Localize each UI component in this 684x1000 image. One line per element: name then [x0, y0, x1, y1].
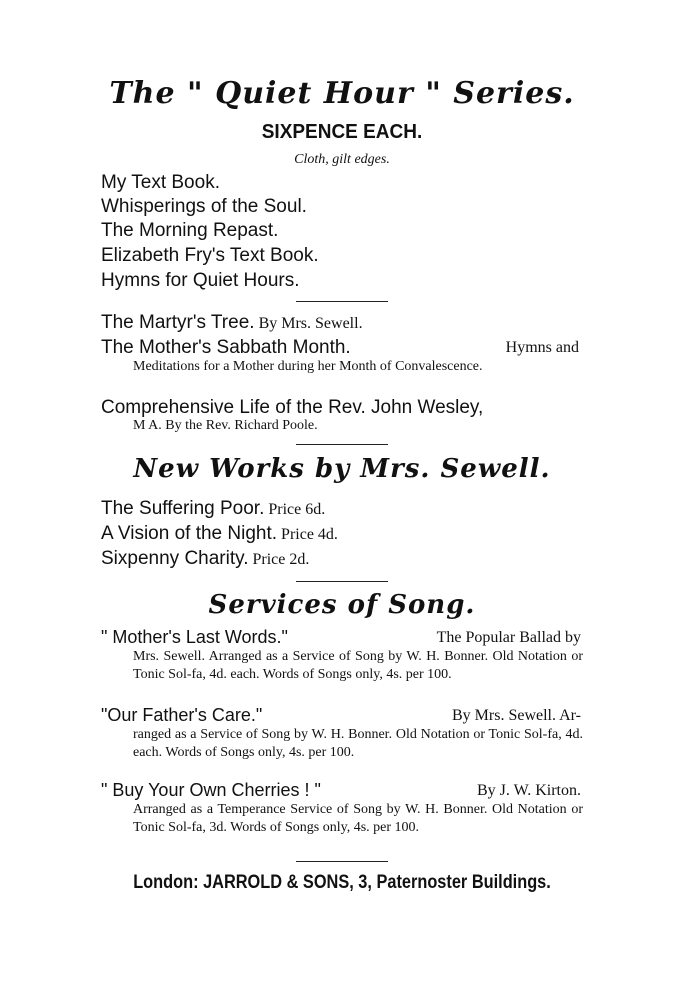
book-title: The Morning Repast.: [101, 220, 279, 241]
list-item: [101, 627, 581, 648]
book-price: Price 2d.: [252, 551, 310, 568]
binding-note: Cloth, gilt edges.: [294, 152, 390, 167]
list-item: [101, 548, 309, 570]
book-title: Sixpenny Charity.: [101, 548, 249, 569]
section-divider: [296, 861, 388, 862]
book-description-start: Hymns and: [505, 339, 579, 356]
song-description: Mrs. Sewell. Arranged as a Service of Song by W. H. Bonner. Old Notation or Tonic Sol-fa, 4d. each. Words of Songs only, 4s. per 100.: [133, 649, 583, 682]
book-title: Comprehensive Life of the Rev. John Wesley,: [101, 397, 484, 418]
book-author: By Mrs. Sewell.: [258, 315, 363, 332]
list-item: [101, 523, 338, 545]
song-title: "Our Father's Care.": [101, 705, 263, 725]
book-title: Elizabeth Fry's Text Book.: [101, 245, 319, 266]
song-description-start: By J. W. Kirton.: [476, 782, 581, 799]
book-title: My Text Book.: [101, 172, 220, 193]
list-item: [101, 498, 325, 520]
book-title: Hymns for Quiet Hours.: [101, 270, 300, 291]
book-price: Price 4d.: [281, 526, 338, 543]
list-item: [101, 337, 579, 359]
song-description-start: The Popular Ballad by: [436, 629, 581, 646]
list-item: [101, 312, 363, 334]
publisher-footer: London: JARROLD & SONS, 3, Paternoster Buildings.: [133, 872, 551, 893]
book-title: The Martyr's Tree.: [101, 312, 255, 333]
book-title: Whisperings of the Soul.: [101, 196, 307, 217]
list-item: [101, 780, 581, 801]
list-item: [101, 705, 581, 726]
song-description-start: By Mrs. Sewell. Ar-: [451, 707, 581, 724]
book-description: Meditations for a Mother during her Month of Convalescence.: [133, 359, 483, 374]
section-divider: [296, 581, 388, 582]
song-title: " Buy Your Own Cherries ! ": [101, 780, 321, 800]
services-of-song-heading: Services of Song.: [208, 590, 476, 620]
book-title: The Mother's Sabbath Month.: [101, 337, 351, 358]
quiet-hour-series-heading: The " Quiet Hour " Series.: [109, 76, 575, 111]
new-works-heading: New Works by Mrs. Sewell.: [133, 454, 551, 484]
book-title: The Suffering Poor.: [101, 498, 265, 519]
book-description: M A. By the Rev. Richard Poole.: [133, 418, 318, 433]
book-title: A Vision of the Night.: [101, 523, 278, 544]
section-divider: [296, 444, 388, 445]
sixpence-each-label: SIXPENCE EACH.: [261, 121, 423, 144]
book-price: Price 6d.: [268, 501, 326, 518]
song-title: " Mother's Last Words.": [101, 627, 288, 647]
song-description: ranged as a Service of Song by W. H. Bonner. Old Notation or Tonic Sol-fa, 4d. each. Words of Songs only, 4s. per 100.: [133, 727, 583, 760]
song-description: Arranged as a Temperance Service of Song by W. H. Bonner. Old Notation or Tonic Sol-fa, 3d. Words of Songs only, 4s. per 100.: [133, 802, 583, 835]
section-divider: [296, 301, 388, 302]
